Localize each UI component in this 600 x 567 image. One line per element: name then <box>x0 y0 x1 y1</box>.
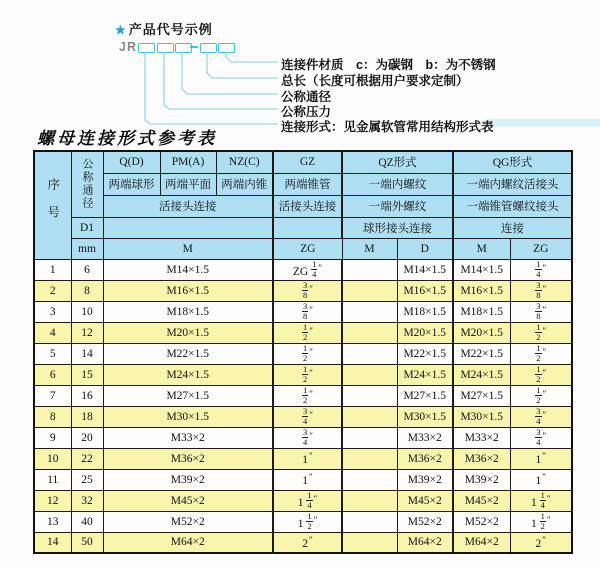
gz-cell: 1″ <box>273 469 342 490</box>
qg-zg-cell: $\frac{3}{4}$ ″ <box>510 406 572 427</box>
qg-zg-cell: $\frac{3}{8}$ ″ <box>510 301 572 322</box>
dn-cell: 15 <box>71 364 103 385</box>
header-dn: 公称通径 <box>71 151 103 217</box>
header-col-qz: QZ形式 <box>342 151 453 173</box>
header-zg: ZG <box>273 238 342 259</box>
seq-cell: 6 <box>34 364 71 385</box>
header-qg-sub3: 连接 <box>453 217 572 238</box>
qg-m-cell: M24×1.5 <box>453 364 510 385</box>
qz-m-cell <box>342 406 397 427</box>
qz-d-cell: M33×2 <box>397 427 453 448</box>
dn-cell: 8 <box>71 280 103 301</box>
header-blank-m <box>103 217 273 238</box>
qg-m-cell: M18×1.5 <box>453 301 510 322</box>
qg-m-cell: M14×1.5 <box>453 259 510 280</box>
qz-m-cell <box>342 385 397 406</box>
seq-cell: 3 <box>34 301 71 322</box>
m-cell: M27×1.5 <box>103 385 273 406</box>
table-title: 螺母连接形式参考表 <box>37 129 217 148</box>
m-cell: M52×2 <box>103 511 273 532</box>
seq-cell: 5 <box>34 343 71 364</box>
qg-m-cell: M45×2 <box>453 490 510 511</box>
label-connector-material: 连接件材质 c：为碳钢 b：为不锈钢 <box>281 58 496 72</box>
qz-m-cell <box>342 259 397 280</box>
gz-cell: $\frac{3}{8}$ ″ <box>273 280 342 301</box>
m-cell: M30×1.5 <box>103 406 273 427</box>
m-cell: M14×1.5 <box>103 259 273 280</box>
header-gz-sub: 两端锥管 <box>273 173 342 195</box>
qz-d-cell: M16×1.5 <box>397 280 453 301</box>
qg-zg-cell: $\frac{1}{4}$ ″ <box>510 259 572 280</box>
qz-m-cell <box>342 343 397 364</box>
table-row <box>34 406 572 427</box>
header-qz-sub1: 一端内螺纹 <box>342 173 453 195</box>
seq-cell: 9 <box>34 427 71 448</box>
qg-m-cell: M52×2 <box>453 511 510 532</box>
qz-d-cell: M45×2 <box>397 490 453 511</box>
gz-cell: $\frac{3}{4}$ ″ <box>273 406 342 427</box>
dn-cell: 32 <box>71 490 103 511</box>
seq-cell: 2 <box>34 280 71 301</box>
m-cell: M36×2 <box>103 448 273 469</box>
qg-m-cell: M16×1.5 <box>453 280 510 301</box>
qz-d-cell: M20×1.5 <box>397 322 453 343</box>
dn-cell: 12 <box>71 322 103 343</box>
gz-cell: $\frac{1}{2}$ ″ <box>273 385 342 406</box>
seq-cell: 11 <box>34 469 71 490</box>
seq-cell: 1 <box>34 259 71 280</box>
nut-connection-table <box>33 150 573 554</box>
qz-d-cell: M36×2 <box>397 448 453 469</box>
dn-cell: 22 <box>71 448 103 469</box>
seq-cell: 12 <box>34 490 71 511</box>
header-qz-d: D <box>397 238 453 259</box>
qz-m-cell <box>342 322 397 343</box>
header-live-joint-gz: 活接头连接 <box>273 195 342 217</box>
header-col-qg: QG形式 <box>453 151 572 173</box>
gz-cell: $\frac{1}{2}$ ″ <box>273 364 342 385</box>
dn-cell: 14 <box>71 343 103 364</box>
qz-d-cell: M27×1.5 <box>397 385 453 406</box>
gz-cell: 2″ <box>273 532 342 553</box>
qg-m-cell: M20×1.5 <box>453 322 510 343</box>
dn-cell: 25 <box>71 469 103 490</box>
m-cell: M18×1.5 <box>103 301 273 322</box>
header-qg-sub2: 一端锥管螺纹接头 <box>453 195 572 217</box>
qg-m-cell: M39×2 <box>453 469 510 490</box>
qg-m-cell: M30×1.5 <box>453 406 510 427</box>
seq-cell: 8 <box>34 406 71 427</box>
seq-cell: 10 <box>34 448 71 469</box>
qz-m-cell <box>342 364 397 385</box>
table-row <box>34 280 572 301</box>
table-row <box>34 301 572 322</box>
qg-zg-cell: 1″ <box>510 469 572 490</box>
qg-zg-cell: $\frac{1}{2}$ ″ <box>510 343 572 364</box>
qz-m-cell <box>342 448 397 469</box>
gz-cell: $\frac{1}{2}$ ″ <box>273 322 342 343</box>
qg-zg-cell: 2″ <box>510 532 572 553</box>
dn-cell: 10 <box>71 301 103 322</box>
qz-d-cell: M24×1.5 <box>397 364 453 385</box>
qg-zg-cell: $\frac{3}{4}$ ″ <box>510 427 572 448</box>
label-nominal-diameter: 公称通径 <box>281 90 332 104</box>
table-row <box>34 385 572 406</box>
qg-zg-cell: $\frac{1}{2}$ ″ <box>510 385 572 406</box>
qz-m-cell <box>342 490 397 511</box>
qz-d-cell: M18×1.5 <box>397 301 453 322</box>
qz-m-cell <box>342 511 397 532</box>
qg-zg-cell: 1 $\frac{1}{4}$ ″ <box>510 490 572 511</box>
qg-m-cell: M33×2 <box>453 427 510 448</box>
dn-cell: 16 <box>71 385 103 406</box>
qg-m-cell: M36×2 <box>453 448 510 469</box>
header-qz-m: M <box>342 238 397 259</box>
m-cell: M16×1.5 <box>103 280 273 301</box>
header-m: M <box>103 238 273 259</box>
header-qg-zg: ZG <box>510 238 572 259</box>
header-qg-sub1: 一端内螺纹活接头 <box>453 173 572 195</box>
gz-cell: 1″ <box>273 448 342 469</box>
qg-zg-cell: $\frac{3}{8}$ ″ <box>510 280 572 301</box>
seq-cell: 7 <box>34 385 71 406</box>
dn-cell: 18 <box>71 406 103 427</box>
label-total-length: 总长（长度可根据用户要求定制） <box>281 74 469 88</box>
m-cell: M45×2 <box>103 490 273 511</box>
label-nominal-pressure: 公称压力 <box>281 105 332 119</box>
table-row <box>34 448 572 469</box>
header-qz-sub2: 一端外螺纹 <box>342 195 453 217</box>
qz-d-cell: M39×2 <box>397 469 453 490</box>
m-cell: M33×2 <box>103 427 273 448</box>
star-icon: ★ <box>115 23 127 37</box>
m-cell: M39×2 <box>103 469 273 490</box>
m-cell: M24×1.5 <box>103 364 273 385</box>
qz-m-cell <box>342 280 397 301</box>
m-cell: M22×1.5 <box>103 343 273 364</box>
gz-cell: $\frac{3}{4}$ ″ <box>273 427 342 448</box>
header-mm: mm <box>71 238 103 259</box>
qz-m-cell <box>342 301 397 322</box>
header-d1: D1 <box>71 217 103 238</box>
header-live-joint: 活接头连接 <box>103 195 273 217</box>
seq-cell: 4 <box>34 322 71 343</box>
table-row <box>34 532 572 553</box>
header-qz-sub3: 球形接头连接 <box>342 217 453 238</box>
label-connection-form: 连接形式：见金属软管常用结构形式表 <box>281 120 494 134</box>
qg-zg-cell: 1 $\frac{1}{2}$ ″ <box>510 511 572 532</box>
table-row <box>34 322 572 343</box>
qz-m-cell <box>342 532 397 553</box>
header-col-nz: NZ(C) <box>216 151 273 173</box>
table-row <box>34 511 572 532</box>
table-row <box>34 343 572 364</box>
header-col-gz: GZ <box>273 151 342 173</box>
gz-cell: 1 $\frac{1}{4}$ ″ <box>273 490 342 511</box>
header-q-sub: 两端球形 <box>103 173 160 195</box>
qz-d-cell: M22×1.5 <box>397 343 453 364</box>
qg-m-cell: M64×2 <box>453 532 510 553</box>
header-col-q: Q(D) <box>103 151 160 173</box>
qg-zg-cell: $\frac{1}{2}$ ″ <box>510 364 572 385</box>
header-qg-m: M <box>453 238 510 259</box>
dn-cell: 6 <box>71 259 103 280</box>
gz-cell: $\frac{3}{8}$ ″ <box>273 301 342 322</box>
qg-zg-cell: 1″ <box>510 448 572 469</box>
table-row <box>34 469 572 490</box>
gz-cell: ZG $\frac{1}{4}$ ″ <box>273 259 342 280</box>
m-cell: M20×1.5 <box>103 322 273 343</box>
qz-d-cell: M64×2 <box>397 532 453 553</box>
qg-m-cell: M22×1.5 <box>453 343 510 364</box>
table-row <box>34 364 572 385</box>
qz-d-cell: M52×2 <box>397 511 453 532</box>
dn-cell: 40 <box>71 511 103 532</box>
header-pm-sub: 两端平面 <box>160 173 216 195</box>
dn-cell: 50 <box>71 532 103 553</box>
qg-m-cell: M27×1.5 <box>453 385 510 406</box>
qz-d-cell: M30×1.5 <box>397 406 453 427</box>
code-prefix: JR <box>119 40 137 54</box>
qg-zg-cell: $\frac{1}{2}$ ″ <box>510 322 572 343</box>
gz-cell: $\frac{1}{2}$ ″ <box>273 343 342 364</box>
qz-m-cell <box>342 427 397 448</box>
header-nz-sub: 两端内锥 <box>216 173 273 195</box>
seq-cell: 13 <box>34 511 71 532</box>
table-row <box>34 490 572 511</box>
qz-d-cell: M14×1.5 <box>397 259 453 280</box>
product-code-heading-text: 产品代号示例 <box>128 22 213 37</box>
qz-m-cell <box>342 469 397 490</box>
header-seq: 序号 <box>34 151 71 259</box>
table-row <box>34 427 572 448</box>
table-row <box>34 259 572 280</box>
seq-cell: 14 <box>34 532 71 553</box>
dn-cell: 20 <box>71 427 103 448</box>
header-blank-gz <box>273 217 342 238</box>
m-cell: M64×2 <box>103 532 273 553</box>
gz-cell: 1 $\frac{1}{2}$ ″ <box>273 511 342 532</box>
header-col-pm: PM(A) <box>160 151 216 173</box>
